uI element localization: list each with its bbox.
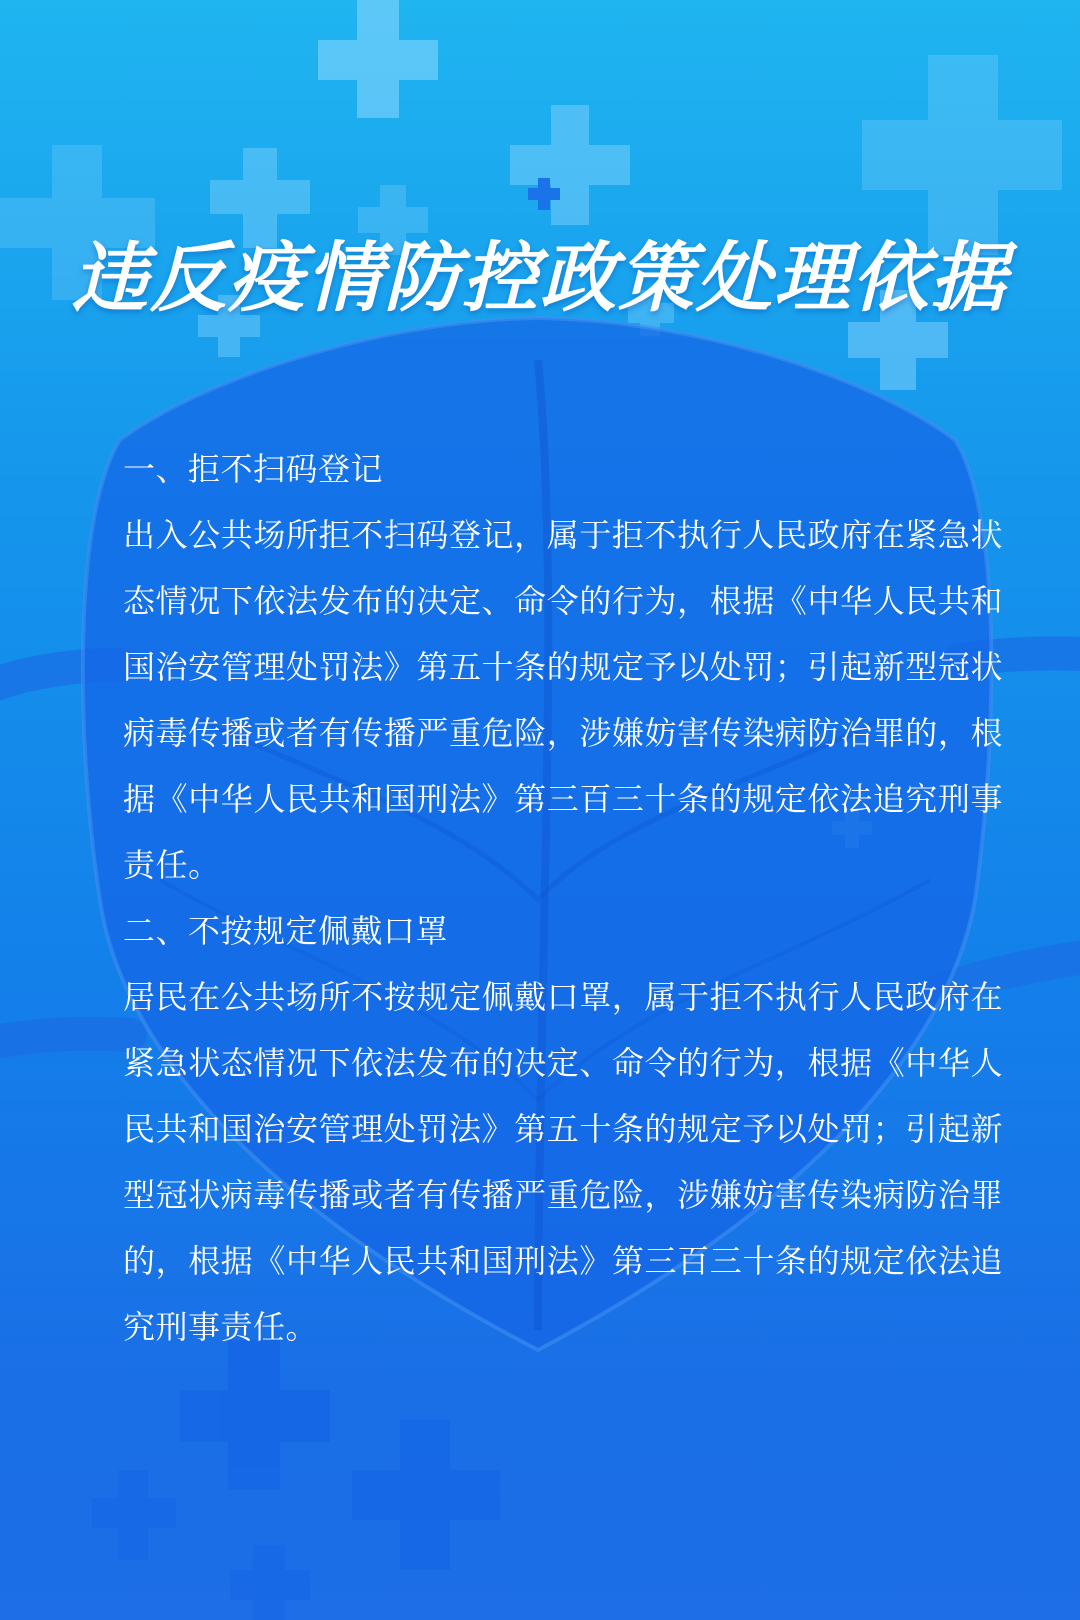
poster-title: 违反疫情防控政策处理依据	[72, 233, 1008, 322]
medical-cross-icon	[352, 1420, 500, 1570]
medical-cross-icon	[92, 1470, 176, 1560]
content-block	[123, 436, 1003, 1360]
section-body: 居民在公共场所不按规定佩戴口罩，属于拒不执行人民政府在紧急状态情况下依法发布的决定、命令的行为，根据《中华人民共和国治安管理处罚法》第五十条的规定予以处罚；引起新型冠状病毒传播或者有传播严重危险，涉嫌妨害传染病防治罪的，根据《中华人民共和国刑法》第三百三十条的规定依法追究刑事责任。	[123, 978, 1003, 1346]
medical-cross-icon	[862, 55, 1062, 255]
section-wear-mask	[123, 898, 1003, 1360]
medical-cross-icon	[510, 105, 630, 225]
section-heading: 一、拒不扫码登记	[123, 450, 384, 488]
medical-cross-icon	[180, 1340, 330, 1490]
section-body: 出入公共场所拒不扫码登记，属于拒不执行人民政府在紧急状态情况下依法发布的决定、命令的行为，根据《中华人民共和国治安管理处罚法》第五十条的规定予以处罚；引起新型冠状病毒传播或者有传播严重危险，涉嫌妨害传染病防治罪的，根据《中华人民共和国刑法》第三百三十条的规定依法追究刑事责任。	[123, 516, 1003, 884]
medical-cross-icon	[318, 0, 438, 118]
medical-cross-icon	[230, 1545, 310, 1620]
section-heading: 二、不按规定佩戴口罩	[123, 912, 449, 950]
section-scan-code	[123, 436, 1003, 898]
